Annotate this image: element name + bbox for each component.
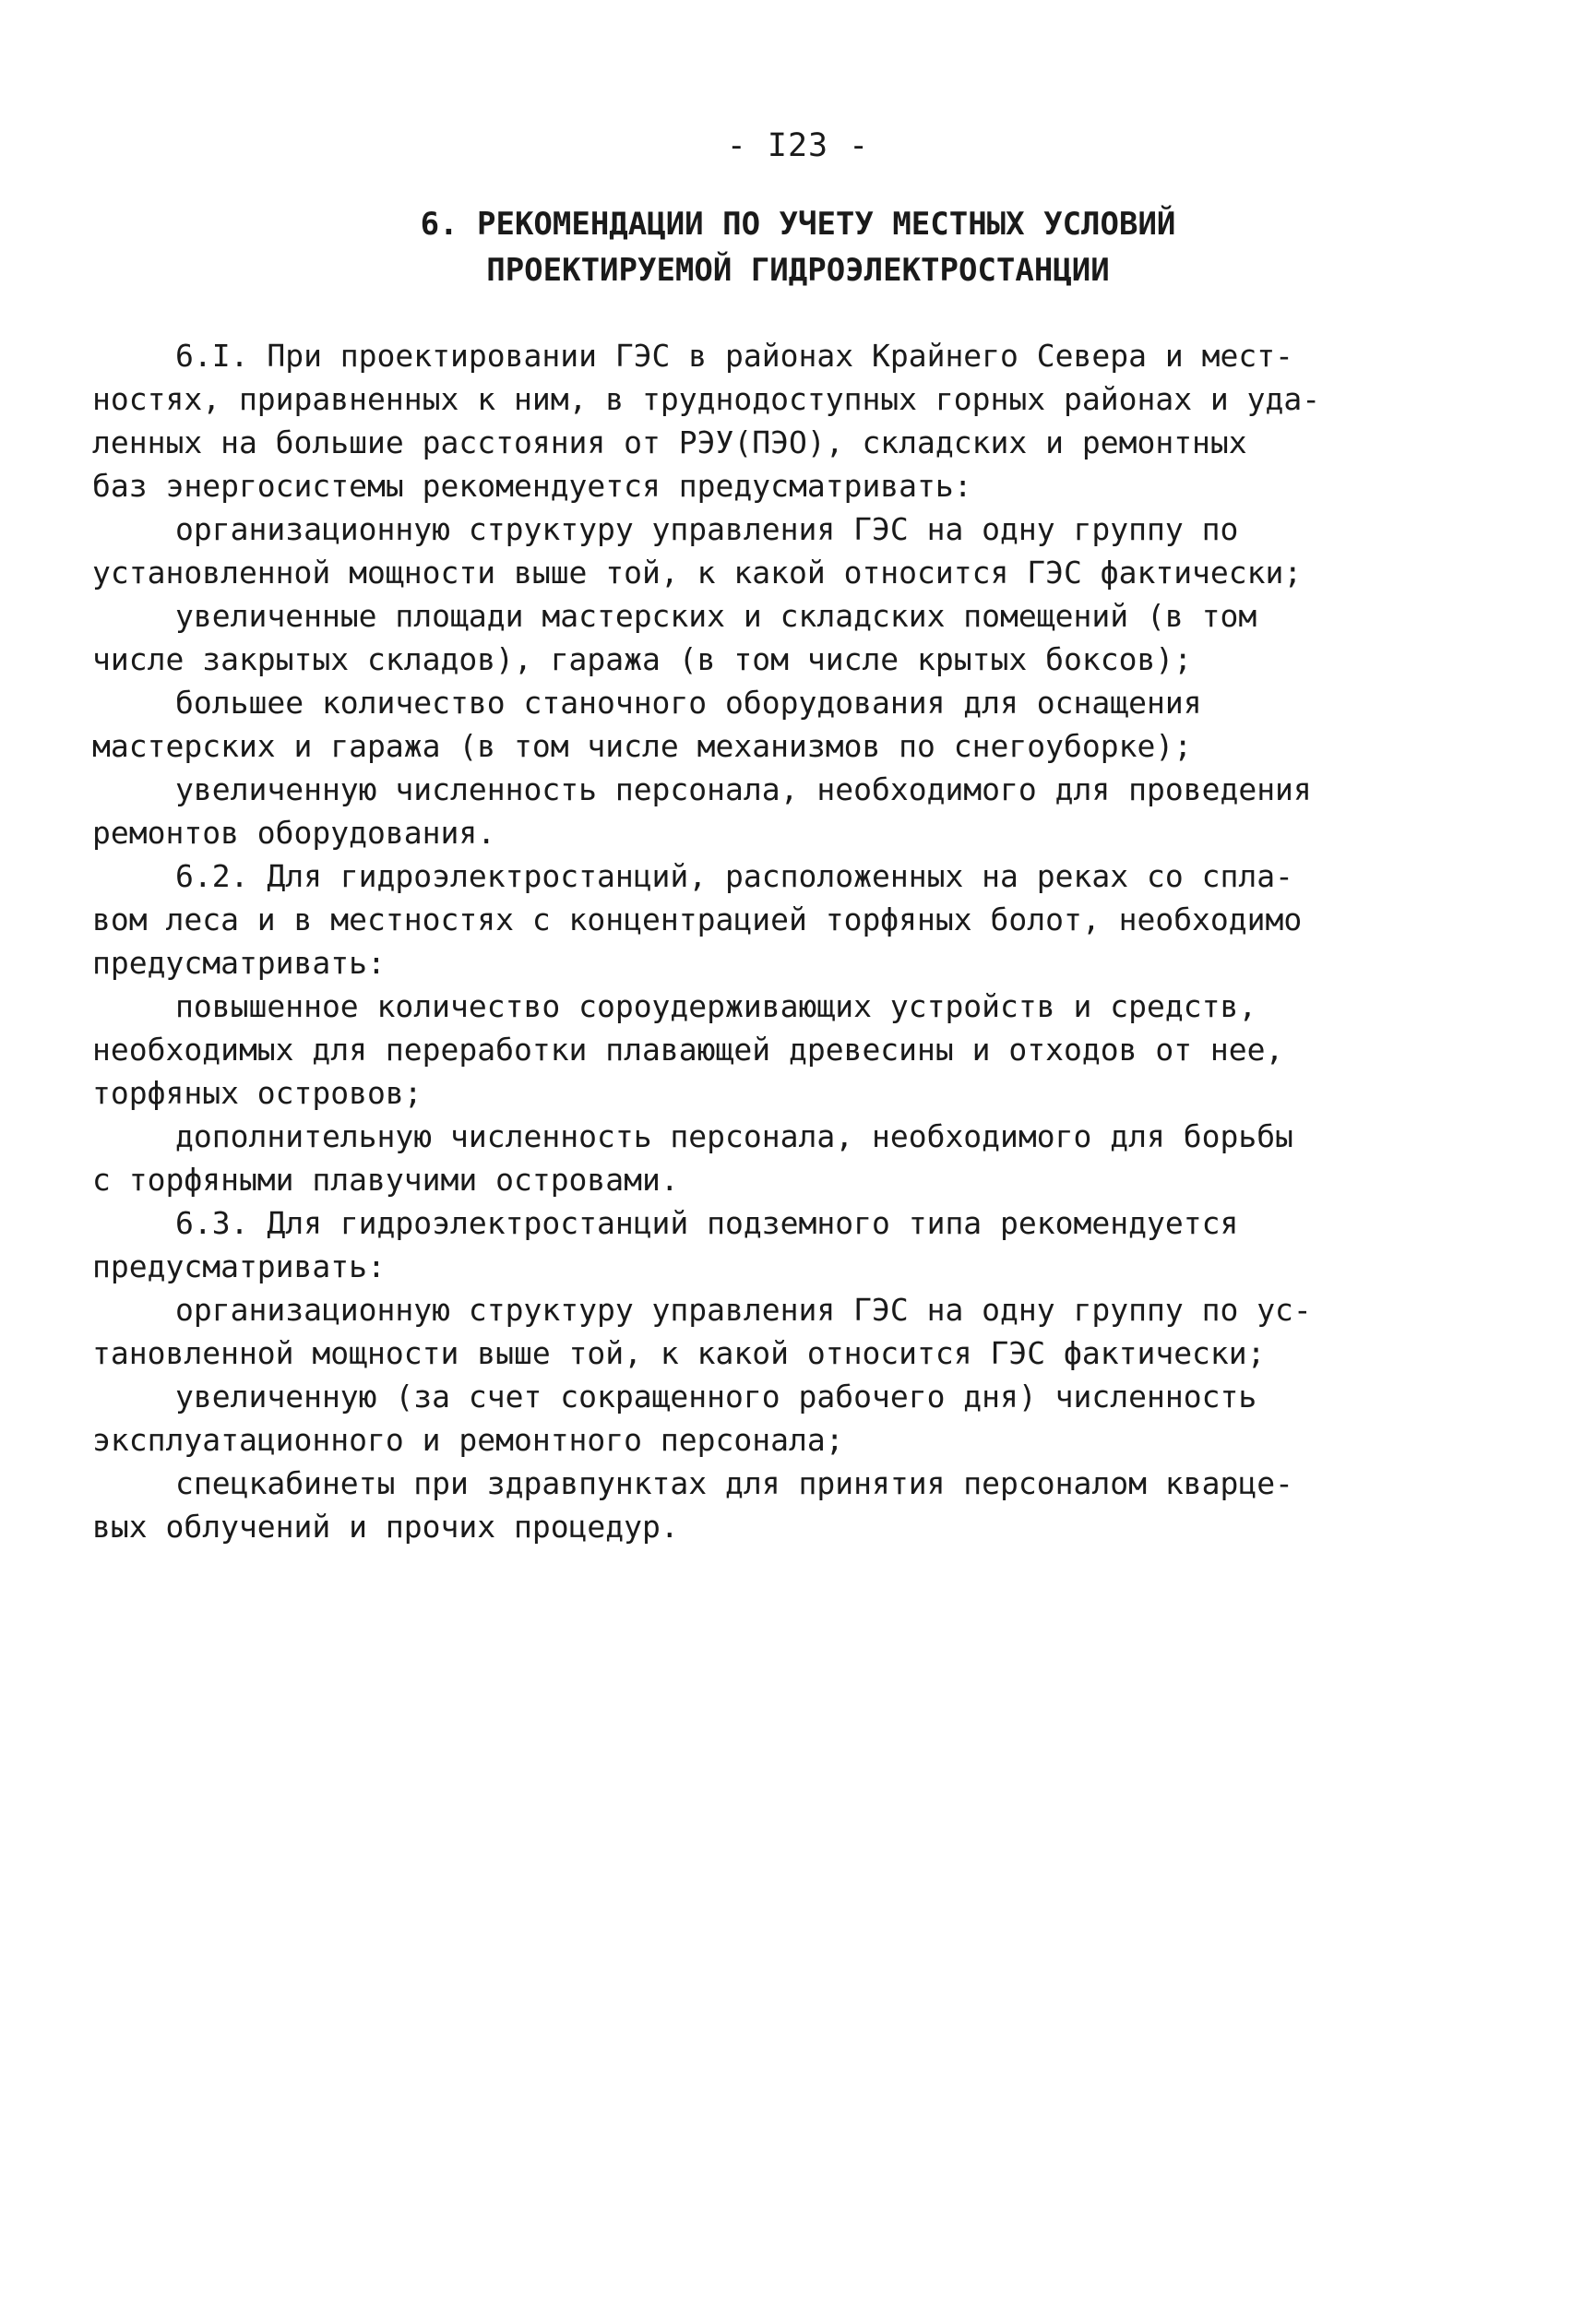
text-line: 6.3. Для гидроэлектростанций подземного типа рекомендуется <box>175 1205 1239 1241</box>
text-line: предусматривать: <box>92 1248 386 1284</box>
text-line: эксплуатационного и ремонтного персонала; <box>92 1422 844 1458</box>
text-line: увеличенные площади мастерских и складских помещений (в том <box>175 598 1257 634</box>
text-line: организационную структуру управления ГЭС на одну группу по ус- <box>175 1292 1312 1328</box>
text-line: необходимых для переработки плавающей древесины и отходов от нее, <box>92 1032 1284 1068</box>
text-line: с торфяными плавучими островами. <box>92 1162 679 1198</box>
text-line: спецкабинеты при здравпунктах для принятия персоналом кварце- <box>175 1465 1293 1501</box>
text-line: баз энергосистемы рекомендуется предусматривать: <box>92 468 972 504</box>
text-line: ленных на большие расстояния от РЭУ(ПЭО), складских и ремонтных <box>92 424 1247 460</box>
text-line: увеличенную (за счет сокращенного рабочего дня) численность <box>175 1379 1257 1415</box>
text-line: торфяных островов; <box>92 1075 423 1111</box>
text-line: тановленной мощности выше той, к какой относится ГЭС фактически; <box>92 1335 1266 1371</box>
text-line: установленной мощности выше той, к какой относится ГЭС фактически; <box>92 555 1303 591</box>
text-line: организационную структуру управления ГЭС на одну группу по <box>175 511 1239 547</box>
section-title-line-1: 6. РЕКОМЕНДАЦИИ ПО УЧЕТУ МЕСТНЫХ УСЛОВИЙ <box>420 206 1176 243</box>
body-text <box>92 334 1321 1548</box>
text-line: повышенное количество сороудерживающих устройств и средств, <box>175 988 1257 1024</box>
section-title-line-2: ПРОЕКТИРУЕМОЙ ГИДРОЭЛЕКТРОСТАНЦИИ <box>486 252 1110 289</box>
text-line: увеличенную численность персонала, необходимого для проведения <box>175 771 1312 807</box>
text-line: вых облучений и прочих процедур. <box>92 1509 679 1545</box>
section-title <box>0 201 1596 293</box>
page-number: - I23 - <box>726 127 870 164</box>
text-line: мастерских и гаража (в том числе механизмов по снегоуборке); <box>92 728 1193 764</box>
text-line: дополнительную численность персонала, необходимого для борьбы <box>175 1118 1293 1154</box>
text-line: 6.I. При проектировании ГЭС в районах Крайнего Севера и мест- <box>175 338 1293 374</box>
text-line: 6.2. Для гидроэлектростанций, расположенных на реках со спла- <box>175 858 1293 894</box>
text-line: вом леса и в местностях с концентрацией торфяных болот, необходимо <box>92 901 1303 937</box>
text-line: большее количество станочного оборудования для оснащения <box>175 685 1202 721</box>
text-line: ремонтов оборудования. <box>92 815 496 851</box>
text-line: числе закрытых складов), гаража (в том числе крытых боксов); <box>92 641 1193 677</box>
text-line: предусматривать: <box>92 945 386 981</box>
text-line: ностях, приравненных к ним, в труднодоступных горных районах и уда- <box>92 381 1321 417</box>
